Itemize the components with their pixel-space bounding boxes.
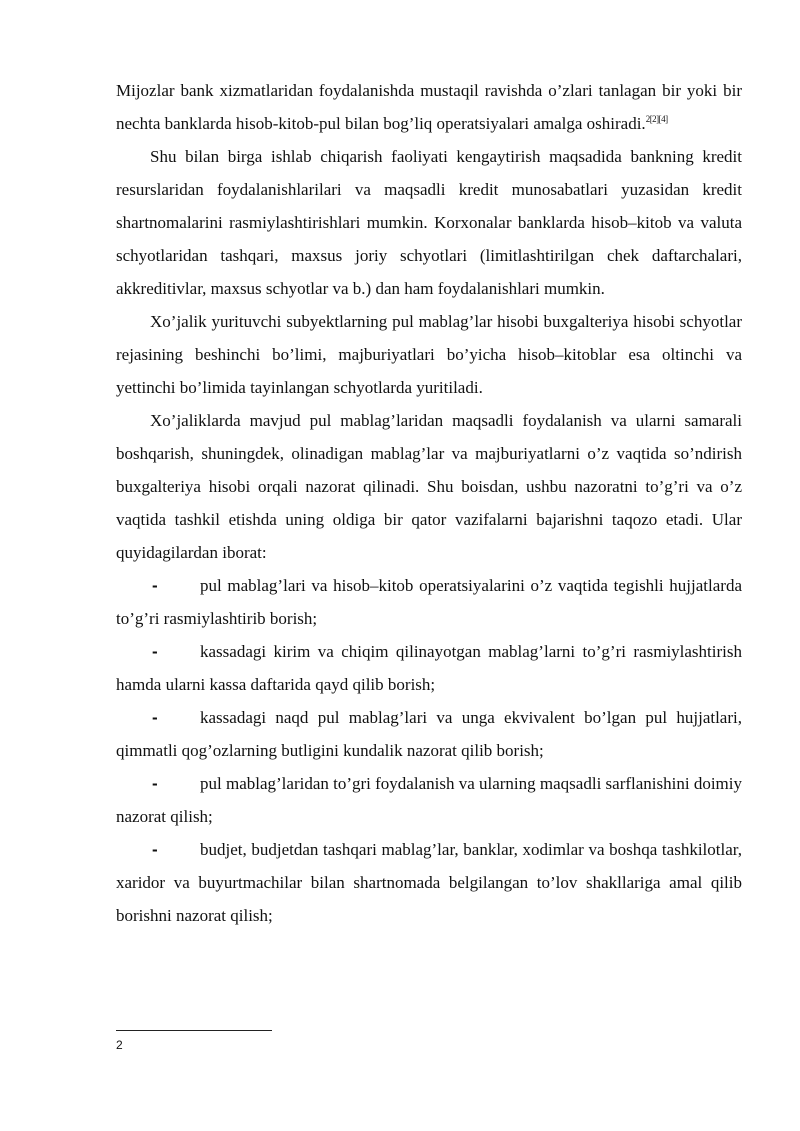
list-item-text: pul mablag’laridan to’gri foydalanish va ularning maqsadli sarflanishini doimiy nazorat qilish; <box>116 774 742 826</box>
paragraph-1 <box>116 74 742 140</box>
paragraph-3: Xo’jalik yurituvchi subyektlarning pul mablag’lar hisobi buxgalteriya hisobi schyotlar rejasining beshinchi bo’limi, majburiyatlari bo’yicha hisob–kitoblar esa oltinchi va yettinchi bo’limida tayinlangan schyotlarda yuritiladi. <box>116 312 742 397</box>
list-item <box>116 833 742 932</box>
list-item-text: kassadagi naqd pul mablag’lari va unga ekvivalent bo’lgan pul hujjatlari, qimmatli qog’ozlarning butligini kundalik nazorat qilib borish; <box>116 708 742 760</box>
list-item-text: budjet, budjetdan tashqari mablag’lar, banklar, xodimlar va boshqa tashkilotlar, xaridor va buyurtmachilar bilan shartnomada belgilangan to’lov shakllariga amal qilib borishni nazorat qilish; <box>116 840 742 925</box>
list-item-text: pul mablag’lari va hisob–kitob operatsiyalarini o’z vaqtida tegishli hujjatlarda to’g’ri rasmiylashtirib borish; <box>116 576 742 628</box>
list-bullet: - <box>152 576 158 595</box>
list-item <box>116 569 742 635</box>
list-bullet: - <box>152 840 158 859</box>
list-bullet: - <box>152 774 158 793</box>
footnote-number: 2 <box>116 1038 123 1052</box>
list-item <box>116 701 742 767</box>
footnote-separator <box>116 1030 272 1031</box>
list-item-text: kassadagi kirim va chiqim qilinayotgan mablag’larni to’g’ri rasmiylashtirish hamda ularni kassa daftarida qayd qilib borish; <box>116 642 742 694</box>
list-bullet: - <box>152 642 158 661</box>
footnote-reference[interactable]: 2[2][4] <box>645 114 668 124</box>
list-item <box>116 767 742 833</box>
body-text <box>116 74 742 932</box>
list-item <box>116 635 742 701</box>
paragraph-2: Shu bilan birga ishlab chiqarish faoliyati kengaytirish maqsadida bankning kredit resurslaridan foydalanishlarilari va maqsadli kredit munosabatlari yuzasidan kredit shartnomalarini rasmiylashtirishlari mumkin. Korxonalar banklarda hisob–kitob va valuta schyotlaridan tashqari, maxsus joriy schyotlari (limitlashtirilgan chek daftarchalari, akkreditivlar, maxsus schyotlar va b.) dan ham foydalanishlari mumkin. <box>116 147 742 298</box>
list-bullet: - <box>152 708 158 727</box>
paragraph-4: Xo’jaliklarda mavjud pul mablag’laridan maqsadli foydalanish va ularni samarali boshqarish, shuningdek, olinadigan mablag’lar va majburiyatlarni o’z vaqtida so’ndirish buxgalteriya hisobi orqali nazorat qilinadi. Shu boisdan, ushbu nazoratni to’g’ri va o’z vaqtida tashkil etishda uning oldiga bir qator vazifalarni bajarishni taqozo etadi. Ular quyidagilardan iborat: <box>116 411 742 562</box>
paragraph-1-text: Mijozlar bank xizmatlaridan foydalanishda mustaqil ravishda o’zlari tanlagan bir yoki bir nechta banklarda hisob-kitob-pul bilan bog’liq operatsiyalari amalga oshiradi. <box>116 81 742 133</box>
